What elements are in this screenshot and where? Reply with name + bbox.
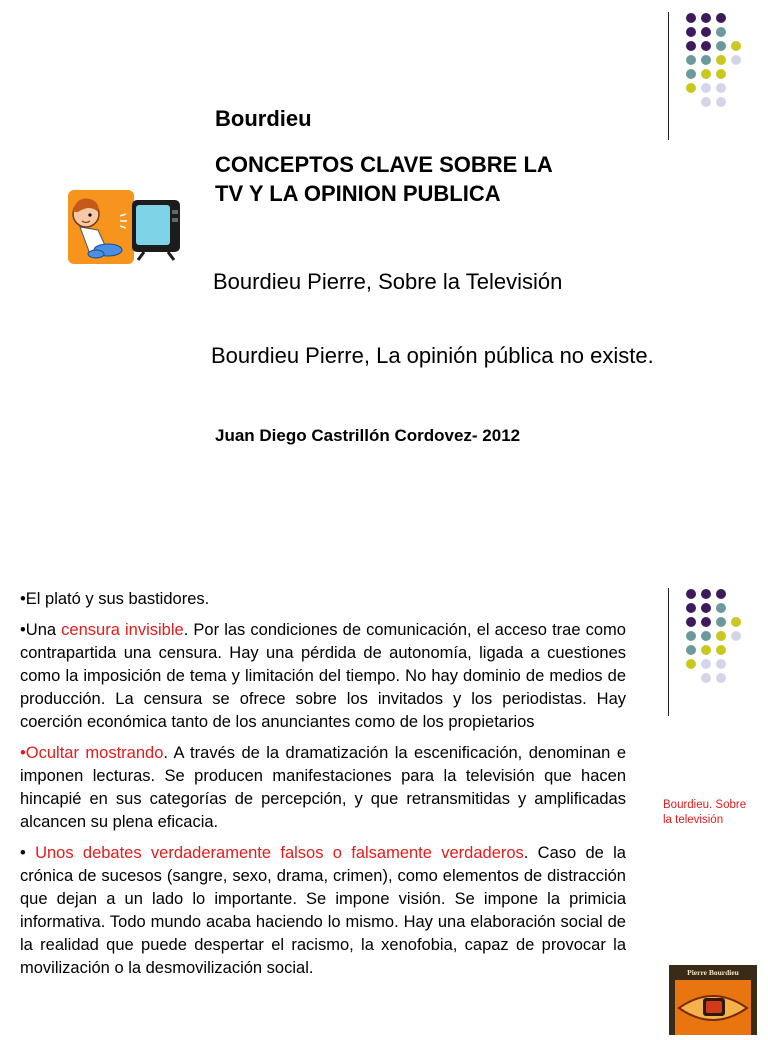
decorative-dot-purple — [686, 13, 696, 23]
decorative-dot-purple — [701, 589, 711, 599]
decorative-dot-teal — [716, 41, 726, 51]
bullet-debates — [20, 842, 626, 980]
decorative-dot-teal — [716, 27, 726, 37]
child-watching-tv-icon — [68, 190, 186, 264]
decorative-dot-teal — [716, 603, 726, 613]
decorative-dot-teal — [686, 69, 696, 79]
decorative-divider-line-top — [668, 12, 669, 140]
bullet-lead: •Una — [20, 621, 62, 639]
decorative-dot-lavender — [716, 673, 726, 683]
bullet-text: . Por las condiciones de comunicación, el acceso trae como contrapartida una censura. Hay una pérdida de autonomía, ligada a cuestiones como la imposición de tema y limitación del tiempo. No hay dominio de medios de producción. La censura se ofrece sobre los invitados y los periodistas. Hay coerción económica tanto de los anunciantes como de los propietarios — [20, 621, 626, 731]
book-cover-title: Pierre Bourdieu — [687, 968, 739, 977]
reference-opinion-publica: Bourdieu Pierre, La opinión pública no existe. — [211, 343, 654, 368]
slide-title-line-2: TV Y LA OPINION PUBLICA — [215, 181, 501, 206]
reference-sobre-la-television: Bourdieu Pierre, Sobre la Televisión — [213, 269, 563, 294]
decorative-dot-yellow — [731, 617, 741, 627]
decorative-dot-lavender — [716, 97, 726, 107]
slide-title-line-1: CONCEPTOS CLAVE SOBRE LA — [215, 152, 553, 177]
highlight-ocultar-mostrando: •Ocultar mostrando — [20, 744, 164, 762]
bullet-lead: • — [20, 844, 36, 862]
slide-body-text — [20, 588, 626, 988]
side-note-source: Bourdieu. Sobre la televisión — [663, 799, 747, 826]
decorative-dot-lavender — [731, 55, 741, 65]
slide-author-heading: Bourdieu — [215, 106, 312, 131]
decorative-dot-purple — [701, 41, 711, 51]
slide-title — [215, 150, 645, 208]
book-cover-image — [669, 965, 757, 1035]
decorative-dot-purple — [701, 617, 711, 627]
decorative-dot-teal — [686, 631, 696, 641]
decorative-dot-purple — [716, 13, 726, 23]
decorative-dot-teal — [686, 645, 696, 655]
decorative-dot-lavender — [701, 83, 711, 93]
tv-eye-book-cover-icon — [675, 980, 751, 1035]
decorative-dot-lavender — [716, 659, 726, 669]
highlight-censura-invisible: censura invisible — [61, 621, 184, 639]
decorative-divider-line-bottom — [668, 588, 669, 716]
decorative-dot-yellow — [716, 55, 726, 65]
decorative-dot-grid-bottom — [668, 586, 768, 716]
decorative-dot-yellow — [686, 659, 696, 669]
decorative-dot-lavender — [731, 631, 741, 641]
decorative-dot-teal — [716, 617, 726, 627]
decorative-dot-teal — [701, 55, 711, 65]
decorative-dot-lavender — [716, 83, 726, 93]
decorative-dot-purple — [686, 603, 696, 613]
decorative-dot-purple — [686, 589, 696, 599]
bullet-plato: •El plató y sus bastidores. — [20, 590, 210, 608]
decorative-dot-purple — [701, 13, 711, 23]
bullet-ocultar-mostrando — [20, 742, 626, 834]
highlight-debates: Unos debates verdaderamente falsos o falsamente verdaderos — [35, 844, 524, 862]
decorative-dot-lavender — [701, 659, 711, 669]
decorative-dot-yellow — [701, 645, 711, 655]
decorative-dot-lavender — [701, 673, 711, 683]
decorative-dot-purple — [716, 589, 726, 599]
decorative-dot-teal — [701, 631, 711, 641]
decorative-dot-purple — [686, 617, 696, 627]
slide-byline: Juan Diego Castrillón Cordovez- 2012 — [215, 426, 521, 445]
decorative-dot-yellow — [686, 83, 696, 93]
decorative-dot-lavender — [701, 97, 711, 107]
decorative-dot-purple — [701, 27, 711, 37]
decorative-dot-yellow — [716, 69, 726, 79]
decorative-dot-purple — [701, 603, 711, 613]
decorative-dot-grid-top — [668, 10, 768, 140]
decorative-dot-yellow — [731, 41, 741, 51]
decorative-dot-teal — [686, 55, 696, 65]
decorative-dot-yellow — [716, 631, 726, 641]
bullet-censura-invisible — [20, 619, 626, 734]
bullet-text: . Caso de la crónica de sucesos (sangre, sexo, drama, crimen), como elementos de distracción que dejan a un lado lo importante. Se impone visión. Se impone la primicia informativa. Todo mundo acaba haciendo lo mismo. Hay una elaboración social de la realidad que puede despertar el racismo, la xenofobia, capaz de provocar la movilización o la desmovilización social. — [20, 844, 626, 977]
decorative-dot-purple — [686, 41, 696, 51]
decorative-dot-yellow — [716, 645, 726, 655]
bullet-text: . A través de la dramatización la escenificación, denominan e imponen lecturas. Se producen manifestaciones para la televisión que hacen hincapié en sus categorías de percepción, y que retransmitidas y amplificadas alcancen su plena eficacia. — [20, 744, 626, 831]
decorative-dot-purple — [686, 27, 696, 37]
decorative-dot-yellow — [701, 69, 711, 79]
